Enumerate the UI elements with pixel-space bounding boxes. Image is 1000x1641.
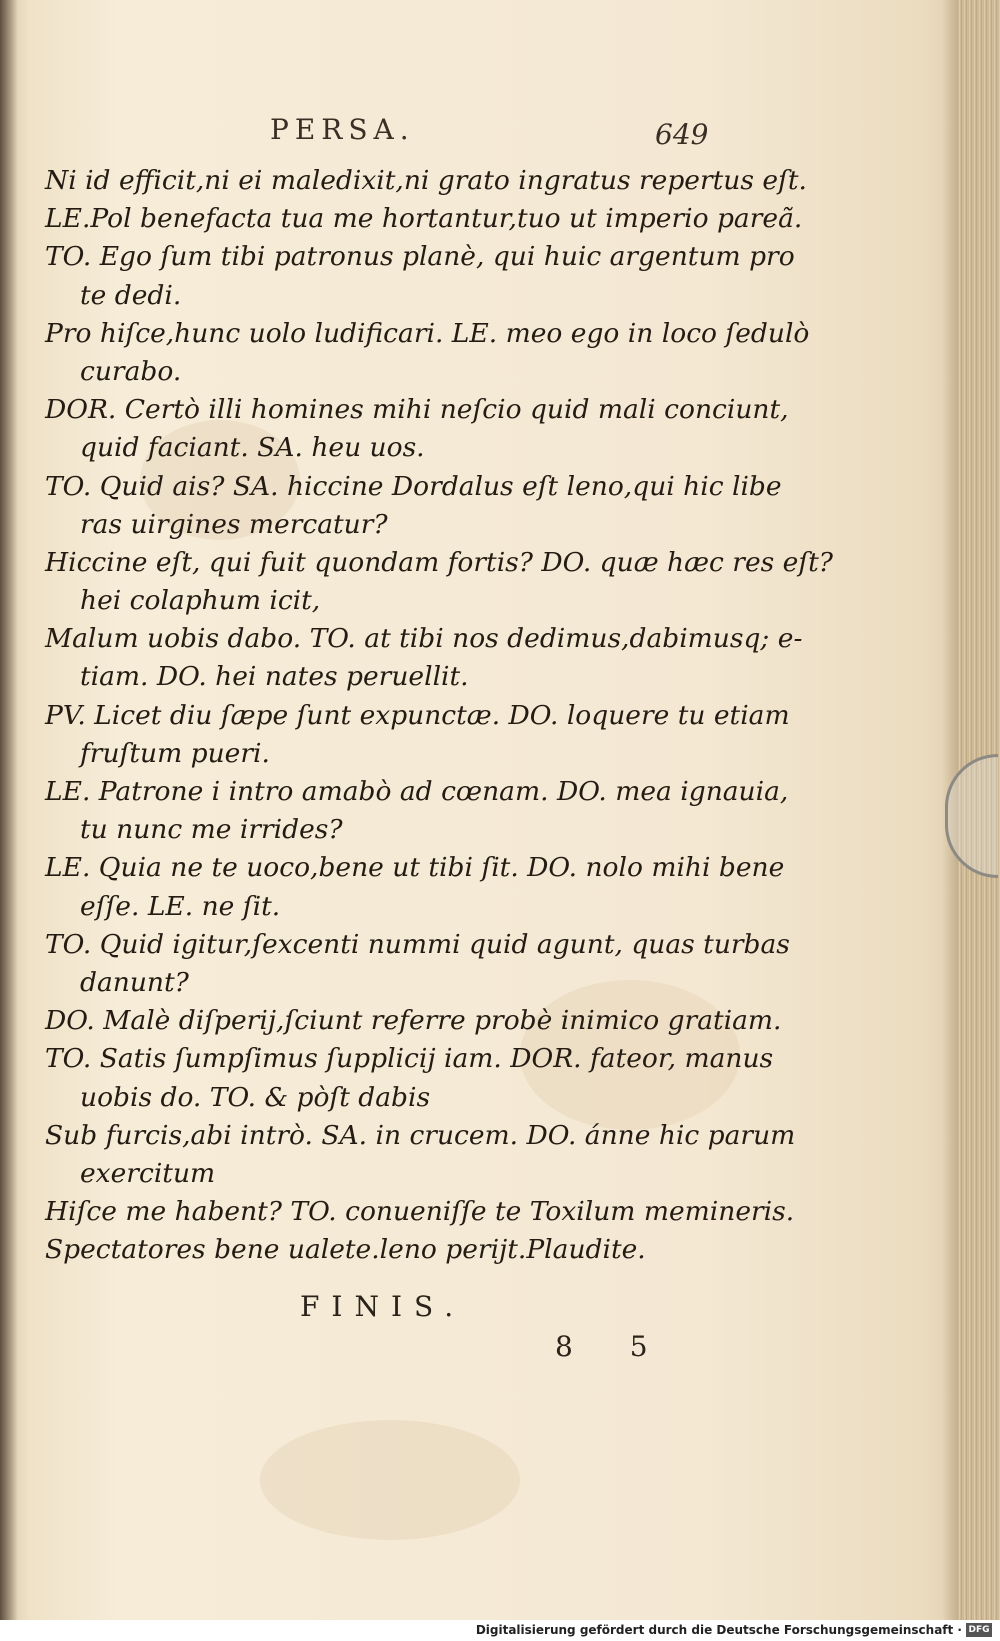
text-line: danunt? [80,966,189,998]
paper-stain [260,1420,520,1540]
page-number: 649 [655,118,709,151]
text-line: TO. Satis ſumpſimus ſupplicij iam. DOR. fateor, manus [45,1043,774,1075]
text-line: hei colaphum icit, [80,585,321,617]
text-line: tiam. DO. hei nates peruellit. [80,661,469,693]
text-line: TO. Quid ais? SA. hiccine Dordalus eſt leno,qui hic libe [45,470,782,502]
text-line: curabo. [80,355,182,387]
text-line: TO. Quid igitur,ſexcenti nummi quid agunt, quas turbas [45,928,790,960]
running-title: PERSA. [270,113,415,146]
text-line: DOR. Certò illi homines mihi neſcio quid mali conciunt, [45,394,789,426]
text-line: fruſtum pueri. [80,737,270,769]
finis-text: FINIS. [300,1290,466,1323]
text-line: Ni id efficit,ni ei maledixit,ni grato ingratus repertus eſt. [45,165,807,196]
text-line: Sub furcis,abi intrò. SA. in crucem. DO. ánne hic parum [45,1119,796,1151]
text-line: tu nunc me irrides? [80,814,343,846]
text-line: ras uirgines mercatur? [80,508,388,540]
text-line: te dedi. [80,279,182,311]
footer-bar [0,1620,1000,1641]
text-line: exercitum [80,1157,216,1189]
spine-shadow [0,0,18,1620]
text-line: uobis do. TO. & pòſt dabis [80,1081,431,1113]
text-line: LE. Quia ne te uoco,bene ut tibi ſit. DO. nolo mihi bene [45,852,785,884]
text-line: Pro hiſce,hunc uolo ludificari. LE. meo ego in loco ſedulò [45,317,810,349]
text-line: LE. Patrone i intro amabò ad cœnam. DO. mea ignauia, [45,776,789,807]
text-line: Spectatores bene ualete.leno perijt.Plaudite. [45,1234,646,1266]
text-line: LE.Pol benefacta tua me hortantur,tuo ut imperio pareã. [45,203,803,235]
text-line: Hiſce me habent? TO. conueniſſe te Toxilum memineris. [45,1196,795,1228]
signature-mark: 8 5 [555,1330,672,1363]
text-block [45,164,833,1271]
text-line: Hiccine eſt, qui fuit quondam fortis? DO. quæ hæc res eſt? [45,546,833,578]
text-line: eſſe. LE. ne ſit. [80,890,281,922]
footer-credit: Digitalisierung gefördert durch die Deutsche Forschungsgemeinschaft · [475,1623,962,1637]
text-line: PV. Licet diu ſæpe ſunt expunctæ. DO. loquere tu etiam [45,699,790,731]
text-line: Malum uobis dabo. TO. at tibi nos dedimus,dabimusq; e- [45,623,803,655]
text-line: DO. Malè diſperij,ſciunt referre probè inimico gratiam. [45,1005,782,1037]
text-line: TO. Ego ſum tibi patronus planè, qui huic argentum pro [45,241,795,273]
dfg-logo: DFG [966,1623,992,1637]
text-line: quid faciant. SA. heu uos. [80,432,425,464]
